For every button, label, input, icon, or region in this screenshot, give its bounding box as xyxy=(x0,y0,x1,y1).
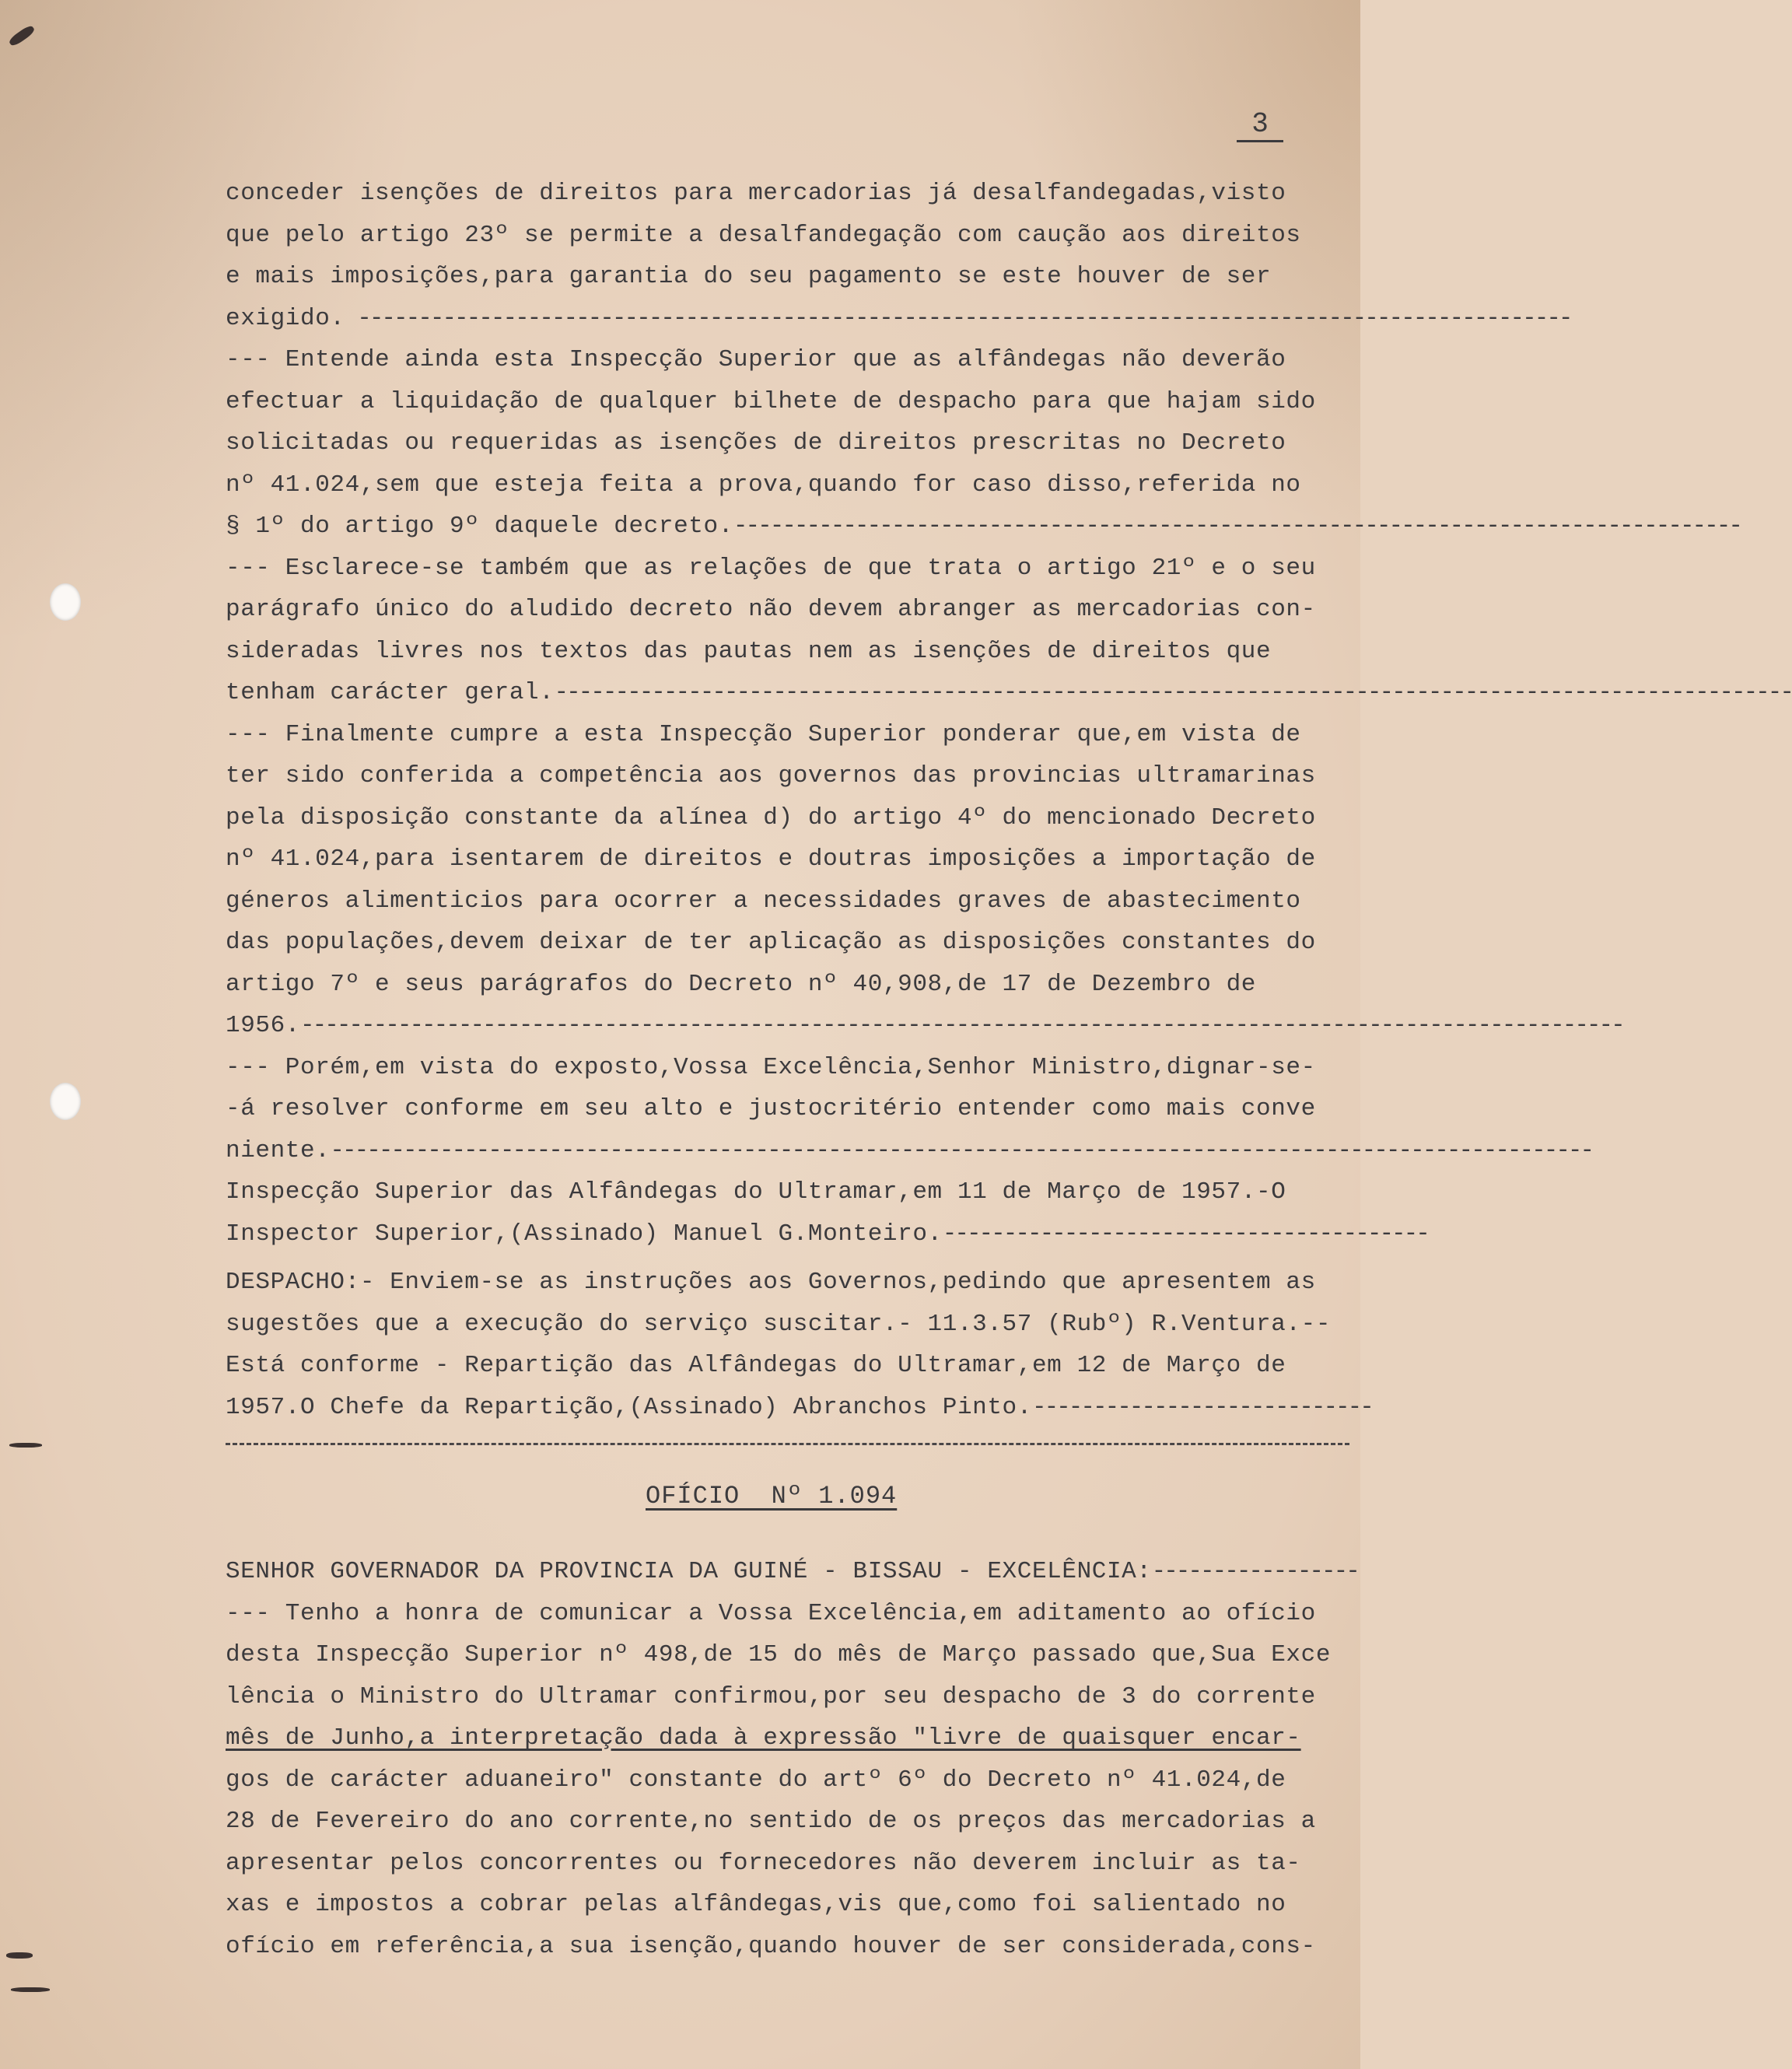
text-line: e mais imposições,para garantia do seu pagamento se este houver de ser xyxy=(226,263,1272,290)
text-line: ter sido conferida a competência aos governos das provincias ultramarinas xyxy=(226,762,1316,789)
text-block-despacho xyxy=(226,1262,1372,1428)
section-divider xyxy=(226,1443,1349,1445)
text-line: -á resolver conforme em seu alto e justocritério entender como mais conve xyxy=(226,1095,1316,1122)
text-line: xas e impostos a cobrar pelas alfândegas,vis que,como foi salientado no xyxy=(226,1891,1286,1918)
document-heading: OFÍCIO Nº 1.094 xyxy=(646,1482,898,1511)
text-line: que pelo artigo 23º se permite a desalfandegação com caução aos direitos xyxy=(226,221,1301,249)
text-line: artigo 7º e seus parágrafos do Decreto nº 40,908,de 17 de Dezembro de xyxy=(226,970,1257,998)
text-line: mês de Junho,a interpretação dada à expressão "livre de quaisquer encar- xyxy=(226,1724,1301,1752)
text-line: --- Esclarece-se também que as relações de que trata o artigo 21º e o seu xyxy=(226,554,1316,582)
text-line: lência o Ministro do Ultramar confirmou,por seu despacho de 3 do corrente xyxy=(226,1682,1316,1710)
text-line-with-filler: tenham carácter geral.------------------------------------------------------------------------------------------------------ xyxy=(226,679,1792,706)
text-line: das populações,devem deixar de ter aplicação as disposições constantes do xyxy=(226,929,1316,956)
text-line-with-filler: exigido. ---------------------------------------------------------------------------------------------------- xyxy=(226,304,1571,332)
text-line: nº 41.024,para isentarem de direitos e doutras imposições a importação de xyxy=(226,845,1316,873)
edge-mark xyxy=(11,1987,50,1992)
text-line: géneros alimenticios para ocorrer a necessidades graves de abastecimento xyxy=(226,887,1301,915)
text-line: desta Inspecção Superior nº 498,de 15 do mês de Março passado que,Sua Exce xyxy=(226,1641,1332,1668)
text-line: gos de carácter aduaneiro" constante do artº 6º do Decreto nº 41.024,de xyxy=(226,1766,1286,1794)
text-line: sugestões que a execução do serviço suscitar.- 11.3.57 (Rubº) R.Ventura.-- xyxy=(226,1310,1332,1338)
text-line-with-filler: 1956.------------------------------------------------------------------------------------------------------------- xyxy=(226,1012,1623,1039)
text-line: apresentar pelos concorrentes ou fornecedores não deverem incluir as ta- xyxy=(226,1849,1301,1877)
text-line: DESPACHO:- Enviem-se as instruções aos Governos,pedindo que apresentem as xyxy=(226,1269,1316,1296)
text-line: efectuar a liquidação de qualquer bilhete de despacho para que hajam sido xyxy=(226,387,1316,415)
punch-hole-upper xyxy=(50,583,81,621)
text-line: --- Porém,em vista do exposto,Vossa Excelência,Senhor Ministro,dignar-se- xyxy=(226,1053,1316,1081)
text-line-with-filler: § 1º do artigo 9º daquele decreto.----------------------------------------------------------------------------------- xyxy=(226,513,1741,540)
punch-hole-lower xyxy=(50,1083,81,1120)
text-line: parágrafo único do aludido decreto não devem abranger as mercadorias con- xyxy=(226,596,1316,623)
edge-mark xyxy=(9,1443,42,1448)
text-line: Está conforme - Repartição das Alfândegas do Ultramar,em 12 de Março de xyxy=(226,1352,1286,1379)
text-block-report xyxy=(226,173,1792,1255)
text-line: --- Finalmente cumpre a esta Inspecção Superior ponderar que,em vista de xyxy=(226,720,1301,748)
text-line-with-filler: niente.-------------------------------------------------------------------------------------------------------- xyxy=(226,1136,1593,1164)
text-line: --- Tenho a honra de comunicar a Vossa Excelência,em aditamento ao ofício xyxy=(226,1599,1316,1627)
text-line-with-filler: SENHOR GOVERNADOR DA PROVINCIA DA GUINÉ - BISSAU - EXCELÊNCIA:----------------- xyxy=(226,1558,1358,1585)
text-line: Inspecção Superior das Alfândegas do Ultramar,em 11 de Março de 1957.-O xyxy=(226,1178,1286,1206)
text-line: nº 41.024,sem que esteja feita a prova,quando for caso disso,referida no xyxy=(226,471,1301,499)
text-line: conceder isenções de direitos para mercadorias já desalfandegadas,visto xyxy=(226,180,1286,207)
text-line: --- Entende ainda esta Inspecção Superior que as alfândegas não deverão xyxy=(226,346,1286,373)
text-line: 28 de Fevereiro do ano corrente,no sentido de os preços das mercadorias a xyxy=(226,1808,1316,1835)
staple-mark xyxy=(8,24,36,47)
text-line: solicitadas ou requeridas as isenções de direitos prescritas no Decreto xyxy=(226,429,1286,457)
edge-mark xyxy=(6,1952,33,1959)
text-line-with-filler: Inspector Superior,(Assinado) Manuel G.Monteiro.---------------------------------------- xyxy=(226,1220,1428,1248)
text-block-oficio xyxy=(226,1551,1358,1967)
text-line: pela disposição constante da alínea d) do artigo 4º do mencionado Decreto xyxy=(226,803,1316,831)
text-line-with-filler: 1957.O Chefe da Repartição,(Assinado) Abranchos Pinto.---------------------------- xyxy=(226,1393,1372,1421)
text-line: sideradas livres nos textos das pautas nem as isenções de direitos que xyxy=(226,637,1272,665)
page-number: 3 xyxy=(1237,109,1283,142)
text-line: ofício em referência,a sua isenção,quando houver de ser considerada,cons- xyxy=(226,1932,1316,1960)
